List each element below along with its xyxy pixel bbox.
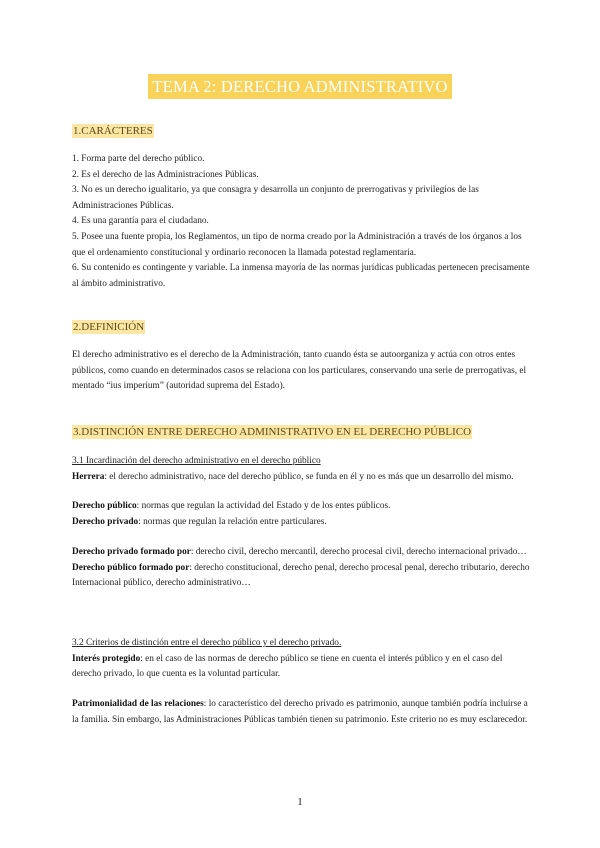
subsection-title: 3.1 Incardinación del derecho administrativo en el derecho público	[72, 456, 321, 466]
term-label: Derecho público formado por	[72, 562, 190, 573]
list-item: 6. Su contenido es contingente y variable. La inmensa mayoría de las normas jurídicas publicadas pertenecen precisamente al ámbito administrativo.	[72, 263, 530, 289]
paragraph-derecho-publico	[72, 499, 530, 515]
term-label: Derecho privado formado por	[72, 547, 191, 557]
formado-block	[72, 545, 530, 592]
document-title: TEMA 2: DERECHO ADMINISTRATIVO	[148, 74, 451, 99]
title-wrap	[0, 74, 600, 99]
paragraph: El derecho administrativo es el derecho de la Administración, tanto cuando ésta se autoorganiza y actúa con otros entes públicos, como cuando en determinados casos se relaciona con los particulares, conservando una serie de prerrogativas, el mentado “ius imperium” (autoridad suprema del Estado).	[72, 350, 527, 392]
paragraph-privado-formado	[72, 545, 530, 561]
paragraph-interes-protegido	[72, 652, 530, 683]
term-text: : normas que regulan la actividad del Estado y de los entes públicos.	[136, 501, 391, 511]
term-label: Patrimonialidad de las relaciones	[72, 699, 204, 709]
definitions-block	[72, 499, 530, 530]
term-label: Derecho privado	[72, 516, 139, 527]
paragraph-publico-formado	[72, 561, 530, 592]
term-text: : en el caso de las normas de derecho público se tiene en cuenta el interés público y en el caso del derecho privado, lo que cuenta es la voluntad particular.	[72, 653, 503, 680]
list-item: 1. Forma parte del derecho público.	[72, 154, 205, 164]
term-text: : el derecho administrativo, nace del derecho público, se funda en él y no es más que un desarrollo del mismo.	[104, 471, 514, 482]
paragraph-herrera	[72, 470, 530, 486]
term-text: : normas que regulan la relación entre particulares.	[138, 516, 327, 527]
subsection-title: 3.2 Criterios de distinción entre el derecho público y el derecho privado.	[72, 638, 342, 648]
page-number: 1	[297, 796, 303, 808]
subsection-criterios	[72, 636, 530, 683]
subsection-incardinacion	[72, 454, 530, 485]
term-label: Derecho público	[72, 501, 137, 511]
section-heading-distincion: 3.DISTINCIÓN ENTRE DERECHO ADMINISTRATIVO EN EL DERECHO PÚBLICO	[73, 426, 472, 438]
section-definicion-text	[72, 348, 530, 395]
section-heading-caracteres: 1.CARÁCTERES	[73, 125, 153, 137]
list-item: 5. Posee una fuente propia, los Reglamentos, un tipo de norma creado por la Administración a través de los órganos a los que el ordenamiento constitucional y ordinario reconocen la llamada potestad reglamentaria.	[72, 231, 522, 258]
list-item: 4. Es una garantía para el ciudadano.	[72, 216, 209, 227]
patrimonialidad-block	[72, 697, 530, 728]
section-heading-definicion: 2.DEFINICIÓN	[73, 321, 145, 333]
section-caracteres-list	[72, 152, 530, 292]
paragraph-derecho-privado	[72, 515, 530, 531]
term-text: : derecho civil, derecho mercantil, derecho procesal civil, derecho internacional privado…	[190, 547, 527, 557]
list-item: 3. No es un derecho igualitario, ya que consagra y desarrolla un conjunto de prerrogativas y privilegios de las Administraciones Públicas.	[72, 185, 479, 211]
term-label: Herrera	[72, 471, 105, 482]
term-label: Interés protegido	[72, 653, 141, 664]
list-item: 2. Es el derecho de las Administraciones Públicas.	[72, 169, 259, 180]
term-text: : lo característico del derecho privado es patrimonio, aunque también podría incluirse a la familia. Sin embargo, las Administraciones Públicas también tienen su patrimonio. Este criterio no es muy esclarecedor.	[72, 699, 528, 725]
paragraph-patrimonialidad	[72, 697, 530, 728]
term-text: : derecho constitucional, derecho penal, derecho procesal penal, derecho tributario, derecho Internacional público, derecho administrativo…	[72, 562, 530, 589]
